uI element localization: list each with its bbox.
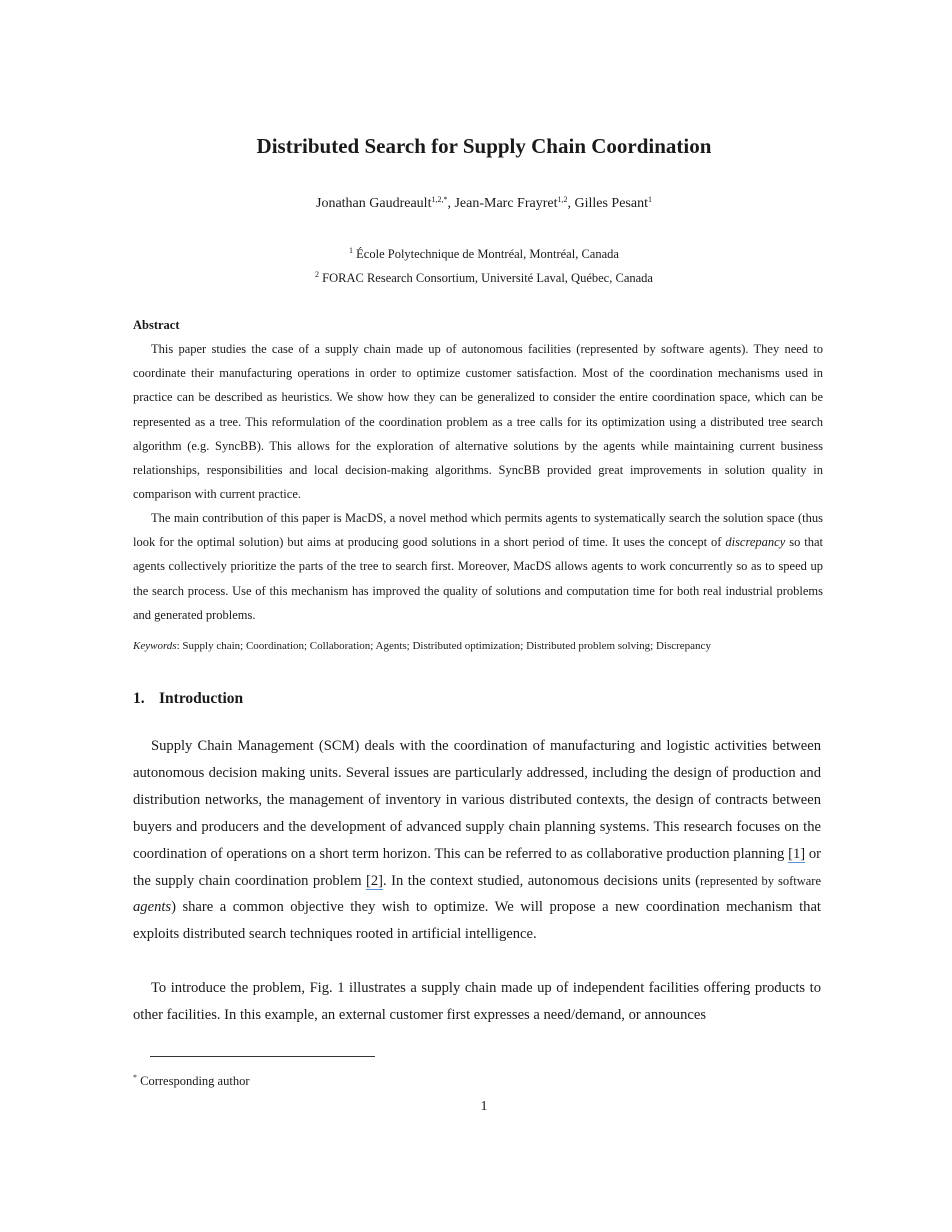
intro-paragraph-2: To introduce the problem, Fig. 1 illustrates a supply chain made up of independent facilities offering products to other facilities. In this example, an external customer first expresses a need/demand, or announces	[133, 980, 821, 1023]
author-name: Jean-Marc Frayret	[454, 196, 558, 211]
abstract-text: so that agents collectively prioritize the parts of the tree to search first. Moreover, MacDS allows agents to work concurrently so as to speed up the search process. Use of this mechanism has improved the quality of solutions and computation time for both real industrial problems and generated problems.	[133, 535, 824, 622]
intro-paragraph-1	[133, 733, 821, 948]
citation-link-1[interactable]: [1]	[788, 845, 806, 862]
author-name: Gilles Pesant	[574, 196, 648, 211]
keywords-list: : Supply chain; Coordination; Collaboration; Agents; Distributed optimization; Distributed problem solving; Discrepancy	[176, 640, 711, 652]
affiliation-text: FORAC Research Consortium, Université Laval, Québec, Canada	[322, 271, 653, 285]
citation-link-2[interactable]: [2]	[366, 872, 384, 889]
author-affiliation-mark: 1,2	[557, 195, 568, 204]
affiliation-text: École Polytechnique de Montréal, Montréal, Canada	[356, 247, 619, 261]
section-title: Introduction	[159, 690, 244, 707]
abstract-text: The main contribution of this paper is MacDS, a novel method which permits agents to systematically search the solution space (thus look for the optimal solution) but aims at producing good solutions in a short period of time. It uses the concept of	[133, 511, 823, 550]
author-list: Jonathan Gaudreault$^{1,2,*}$, Jean-Marc Frayret$^{1,2}$, Gilles Pesant$^1$	[316, 195, 652, 211]
affiliation-number: 2	[315, 270, 320, 279]
footnote-text: Corresponding author	[137, 1074, 250, 1088]
section-number: 1.	[133, 690, 145, 707]
body-text: ) share a common objective they wish to optimize. We will propose a new coordination mechanism that exploits distributed search techniques rooted in artificial intelligence.	[133, 899, 821, 943]
affiliation-2	[0, 271, 952, 286]
keywords-line	[133, 640, 833, 652]
footnote-mark: *	[133, 1073, 137, 1082]
paper-title: Distributed Search for Supply Chain Coordination	[256, 134, 712, 158]
body-text-small: represented by software	[699, 873, 821, 888]
author-name: Jonathan Gaudreault	[316, 196, 432, 211]
section-heading-introduction	[133, 690, 243, 708]
abstract-paragraph-2	[133, 506, 823, 627]
affiliation-number: 1	[349, 246, 354, 255]
body-text: Supply Chain Management (SCM) deals with the coordination of manufacturing and logistic activities between autonomous decision making units. Several issues are particularly addressed, including the design of production and distribution networks, the management of inventory in various distributed contexts, the design of contracts between buyers and producers and the development of advanced supply chain planning systems. This research focuses on the coordination of operations on a short term horizon. This can be referred to as collaborative production planning	[133, 738, 821, 862]
page-number: 1	[480, 1099, 488, 1114]
keywords-label: Keywords	[133, 640, 177, 652]
abstract-paragraph-1: This paper studies the case of a supply chain made up of autonomous facilities (represented by software agents). They need to coordinate their manufacturing operations in order to optimize customer satisfaction. Most of the coordination mechanisms used in practice can be described as heuristics. We show how they can be generalized to consider the entire coordination space, which can be represented as a tree. This reformulation of the coordination problem as a tree calls for its optimization using a distributed tree search algorithm (e.g. SyncBB). This allows for the exploration of alternative solutions by the agents while maintaining current business relationships, responsibilities and local decision-making algorithms. SyncBB provided great improvements in solution quality in comparison with current practice.	[133, 342, 823, 502]
footnote-divider	[150, 1056, 375, 1057]
emphasis-agents: agents	[133, 899, 172, 916]
body-text: . In the context studied, autonomous decisions units (	[383, 872, 700, 889]
abstract-heading: Abstract	[133, 318, 180, 332]
footnote	[133, 1074, 249, 1089]
affiliation-1	[0, 247, 952, 262]
author-affiliation-mark: 1	[647, 195, 652, 204]
body-text: or the supply chain coordination problem	[133, 845, 821, 889]
emphasis-discrepancy: discrepancy	[725, 535, 786, 550]
author-affiliation-mark: 1,2,*	[431, 195, 448, 204]
